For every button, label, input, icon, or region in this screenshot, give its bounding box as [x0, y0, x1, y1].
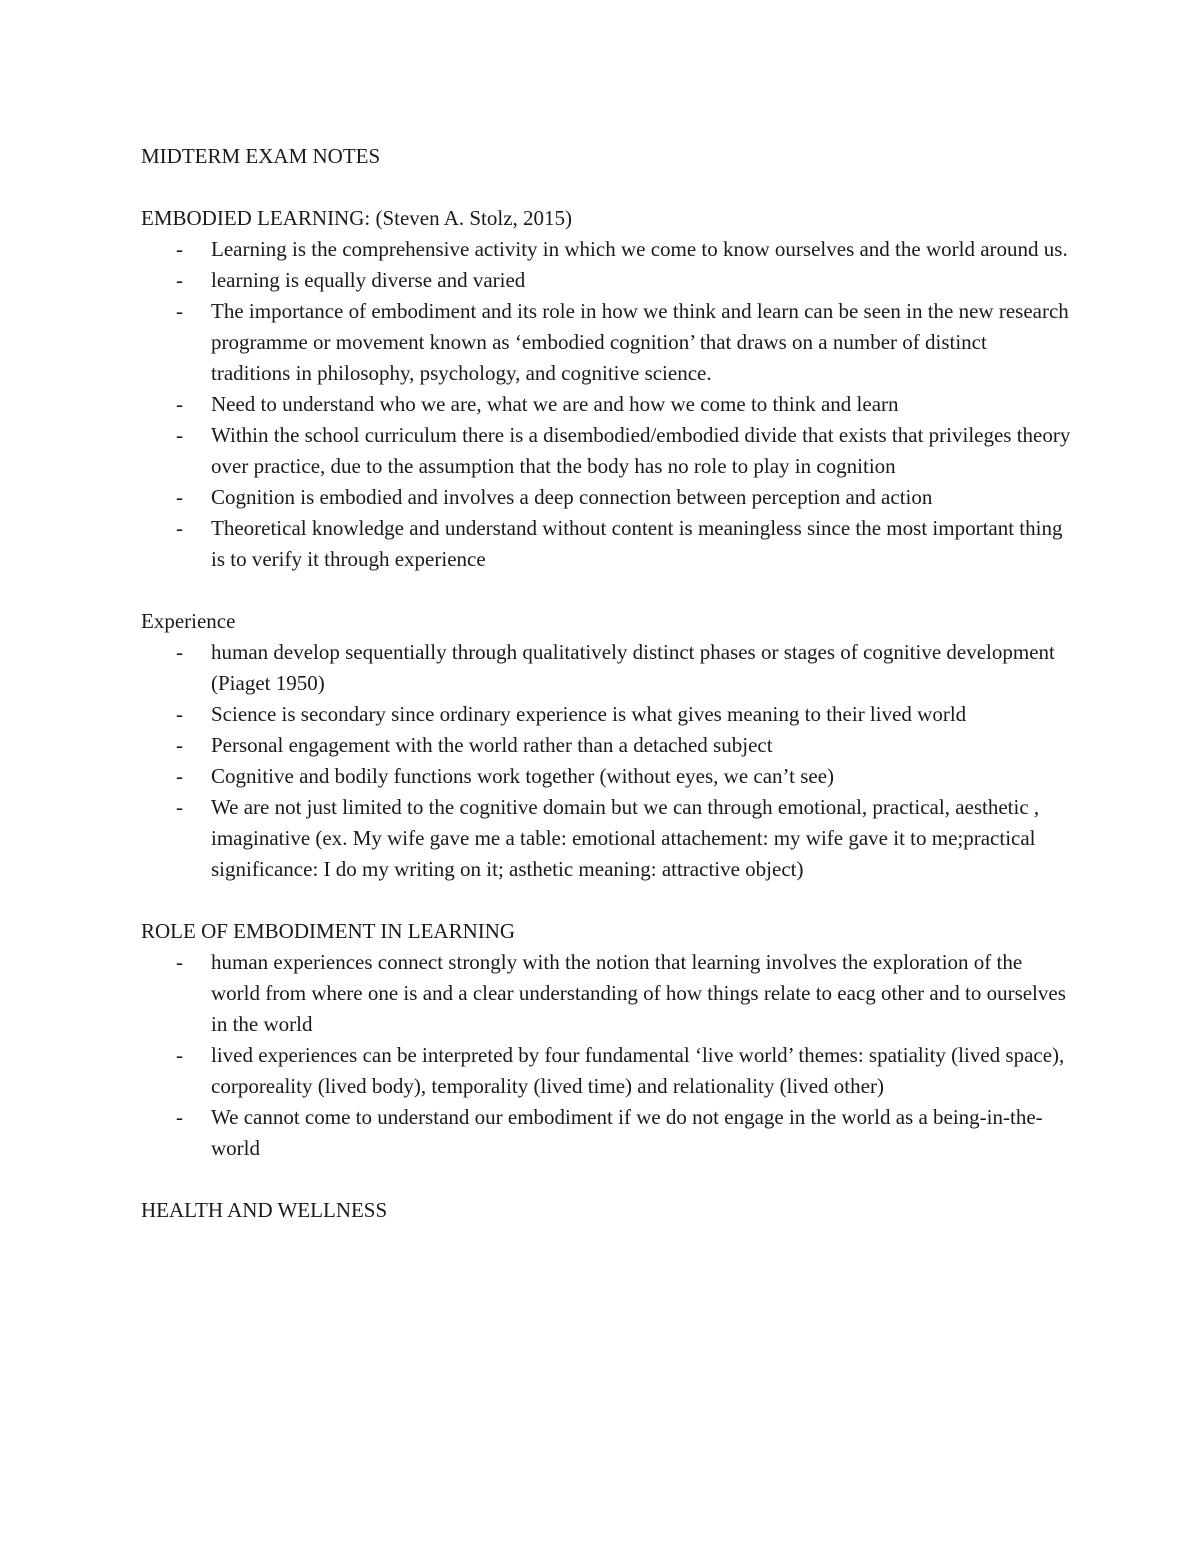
- list-item: [141, 234, 1071, 265]
- bullet-list: [141, 637, 1071, 885]
- section-heading: HEALTH AND WELLNESS: [141, 1198, 388, 1222]
- list-item: [141, 792, 1071, 885]
- list-item: [141, 296, 1071, 389]
- document-body: [141, 141, 1071, 1257]
- document-title: MIDTERM EXAM NOTES: [141, 144, 381, 168]
- section: [141, 606, 1071, 885]
- bullet-marker: -: [176, 485, 183, 509]
- list-item: [141, 1102, 1071, 1164]
- bullet-text: Theoretical knowledge and understand without content is meaningless since the most important thing is to verify it through experience: [211, 516, 1063, 571]
- list-item: [141, 513, 1071, 575]
- bullet-text: lived experiences can be interpreted by four fundamental ‘live world’ themes: spatiality (lived space), corporeality (lived body), temporality (lived time) and relationality (lived other): [211, 1043, 1065, 1098]
- bullet-marker: -: [176, 516, 183, 540]
- bullet-marker: -: [176, 733, 183, 757]
- bullet-text: human develop sequentially through qualitatively distinct phases or stages of cognitive development (Piaget 1950): [211, 640, 1055, 695]
- bullet-text: Cognitive and bodily functions work together (without eyes, we can’t see): [211, 764, 835, 788]
- list-item: [141, 1040, 1071, 1102]
- section: [141, 203, 1071, 575]
- bullet-list: [141, 234, 1071, 575]
- section: [141, 916, 1071, 1164]
- list-item: [141, 389, 1071, 420]
- bullet-marker: -: [176, 950, 183, 974]
- bullet-text: learning is equally diverse and varied: [211, 268, 526, 292]
- bullet-marker: -: [176, 392, 183, 416]
- section-heading: EMBODIED LEARNING: (Steven A. Stolz, 2015): [141, 206, 573, 230]
- bullet-list: [141, 947, 1071, 1164]
- bullet-marker: -: [176, 299, 183, 323]
- list-item: [141, 265, 1071, 296]
- bullet-text: Within the school curriculum there is a disembodied/embodied divide that exists that privileges theory over practice, due to the assumption that the body has no role to play in cognition: [211, 423, 1071, 478]
- list-item: [141, 420, 1071, 482]
- bullet-marker: -: [176, 237, 183, 261]
- bullet-text: The importance of embodiment and its role in how we think and learn can be seen in the new research programme or movement known as ‘embodied cognition’ that draws on a number of distinct traditions in philosophy, psychology, and cognitive science.: [211, 299, 1069, 385]
- section: [141, 1195, 1071, 1226]
- list-item: [141, 730, 1071, 761]
- list-item: [141, 482, 1071, 513]
- bullet-text: human experiences connect strongly with the notion that learning involves the exploration of the world from where one is and a clear understanding of how things relate to eacg other and to ourselves in the world: [211, 950, 1066, 1036]
- bullet-text: We cannot come to understand our embodiment if we do not engage in the world as a being-in-the-world: [211, 1105, 1043, 1160]
- bullet-marker: -: [176, 640, 183, 664]
- bullet-text: Science is secondary since ordinary experience is what gives meaning to their lived world: [211, 702, 967, 726]
- bullet-marker: -: [176, 1105, 183, 1129]
- section-heading: Experience: [141, 609, 236, 633]
- bullet-marker: -: [176, 1043, 183, 1067]
- bullet-marker: -: [176, 423, 183, 447]
- bullet-text: We are not just limited to the cognitive domain but we can through emotional, practical, aesthetic , imaginative (ex. My wife gave me a table: emotional attachement: my wife gave it to me;practical significance: I do my writing on it; asthetic meaning: attractive object): [211, 795, 1040, 881]
- list-item: [141, 947, 1071, 1040]
- bullet-text: Cognition is embodied and involves a deep connection between perception and action: [211, 485, 933, 509]
- bullet-marker: -: [176, 702, 183, 726]
- sections-container: [141, 203, 1071, 1226]
- list-item: [141, 761, 1071, 792]
- list-item: [141, 637, 1071, 699]
- section-heading: ROLE OF EMBODIMENT IN LEARNING: [141, 919, 516, 943]
- bullet-marker: -: [176, 764, 183, 788]
- bullet-marker: -: [176, 268, 183, 292]
- list-item: [141, 699, 1071, 730]
- bullet-text: Need to understand who we are, what we are and how we come to think and learn: [211, 392, 899, 416]
- bullet-text: Personal engagement with the world rather than a detached subject: [211, 733, 773, 757]
- bullet-marker: -: [176, 795, 183, 819]
- bullet-text: Learning is the comprehensive activity in which we come to know ourselves and the world around us.: [211, 237, 1068, 261]
